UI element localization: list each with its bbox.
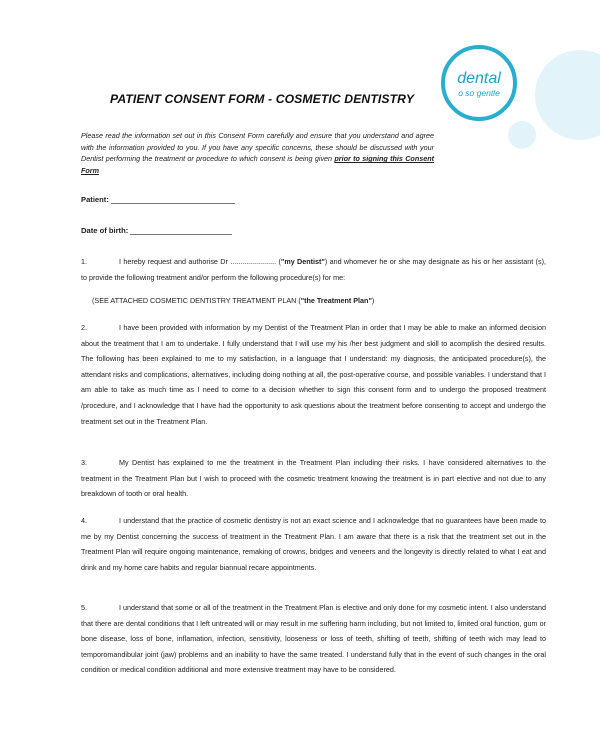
section-number: 1. bbox=[81, 257, 87, 266]
intro-paragraph bbox=[81, 130, 434, 176]
section-1 bbox=[81, 254, 546, 285]
plan-suffix: ) bbox=[371, 296, 375, 305]
logo-tagline: o so gentle bbox=[458, 88, 500, 98]
patient-field bbox=[81, 194, 235, 204]
dob-label: Date of birth: bbox=[81, 226, 129, 235]
intro-text: Please read the information set out in this Consent Form carefully and ensure that you understand and agree with the information provided to you. If you have any specific concerns, these should be discussed with your Dentist performing the treatment or procedure to which consent is being given bbox=[81, 131, 434, 163]
form-title: PATIENT CONSENT FORM - COSMETIC DENTISTRY bbox=[110, 92, 415, 106]
section-text: ) and whomever he or she may designate as his or her assistant (s), to provide the following treatment and/or perform the following procedure(s) for me: bbox=[81, 257, 546, 282]
dob-input-line[interactable] bbox=[130, 225, 232, 235]
logo-word: dental bbox=[457, 70, 501, 87]
plan-name: "the Treatment Plan" bbox=[300, 296, 372, 305]
section-text: My Dentist has explained to me the treatment in the Treatment Plan including their risks. I have considered alternatives to the treatment in the Treatment Plan but I wish to proceed with the cosmetic treatment knowing the treatment is in part elective and not due to any breakdown of tooth or oral health. bbox=[81, 458, 546, 499]
dental-logo bbox=[440, 44, 518, 122]
section-5 bbox=[81, 600, 546, 678]
bubble-large bbox=[535, 50, 600, 140]
section-number: 2. bbox=[81, 323, 87, 332]
section-4 bbox=[81, 513, 546, 575]
intro-emphasis: prior to signing this Consent Form bbox=[81, 154, 434, 175]
plan-prefix: (SEE ATTACHED COSMETIC DENTISTRY TREATMENT PLAN ( bbox=[92, 296, 301, 305]
section-2 bbox=[81, 320, 546, 429]
section-text: I understand that the practice of cosmetic dentistry is not an exact science and I acknowledge that no guarantees have been made to me by my Dentist concerning the success of treatment in the Treatment Plan. I am aware that there is a risk that the treatment set out in the Treatment Plan will require ongoing maintenance, remaking of crowns, bridges and veneers and the longevity is directly related to what I eat and drink and my home care habits and regular biannual recare appointments. bbox=[81, 516, 546, 572]
section-emphasis: "my Dentist" bbox=[280, 257, 325, 266]
section-number: 4. bbox=[81, 516, 87, 525]
section-number: 5. bbox=[81, 603, 87, 612]
section-text: I hereby request and authorise Dr ....................... ( bbox=[119, 257, 281, 266]
dob-field bbox=[81, 225, 232, 235]
section-3 bbox=[81, 455, 546, 502]
section-text: I understand that some or all of the treatment in the Treatment Plan is elective and only done for my cosmetic intent. I also understand that there are dental conditions that I left untreated will or may result in me suffering harm including, but not limited to, limited oral function, gum or bone disease, loss of bone, inflamation, infection, sensitivity, looseness or loss of teeth, shifting of teeth, shifting of teeth wich may lead to temporomandibular joint (jaw) problems and an inability to have the same treated. I understand fully that in the event of such changes in the oral condition or medical condition additional and more extensive treatment may have to be considered. bbox=[81, 603, 546, 675]
patient-label: Patient: bbox=[81, 195, 109, 204]
treatment-plan-note bbox=[92, 296, 374, 305]
section-number: 3. bbox=[81, 458, 87, 467]
bubble-small bbox=[508, 121, 536, 149]
section-text: I have been provided with information by my Dentist of the Treatment Plan in order that I may be able to make an informed decision about the treatment that I am to undertake. I fully understand that I will use my his /her best judgment and skill to acomplish the desired results. The following has been explained to me to my satisfaction, in a language that I understand: my diagnosis, the anticipated procedure(s), the attendant risks and complications, alternatives, including doing nothing at all, the post-operative course, and possible variables. I understand that I am able to take as much time as I need to come to a decision whether to sign this consent form and to undergo the proposed treatment /procedure, and I acknowledge that I have had the opportunity to ask questions about the treatment before consenting to accept and undergo the treatment set out in the Treatment Plan. bbox=[81, 323, 546, 426]
patient-input-line[interactable] bbox=[111, 194, 235, 204]
